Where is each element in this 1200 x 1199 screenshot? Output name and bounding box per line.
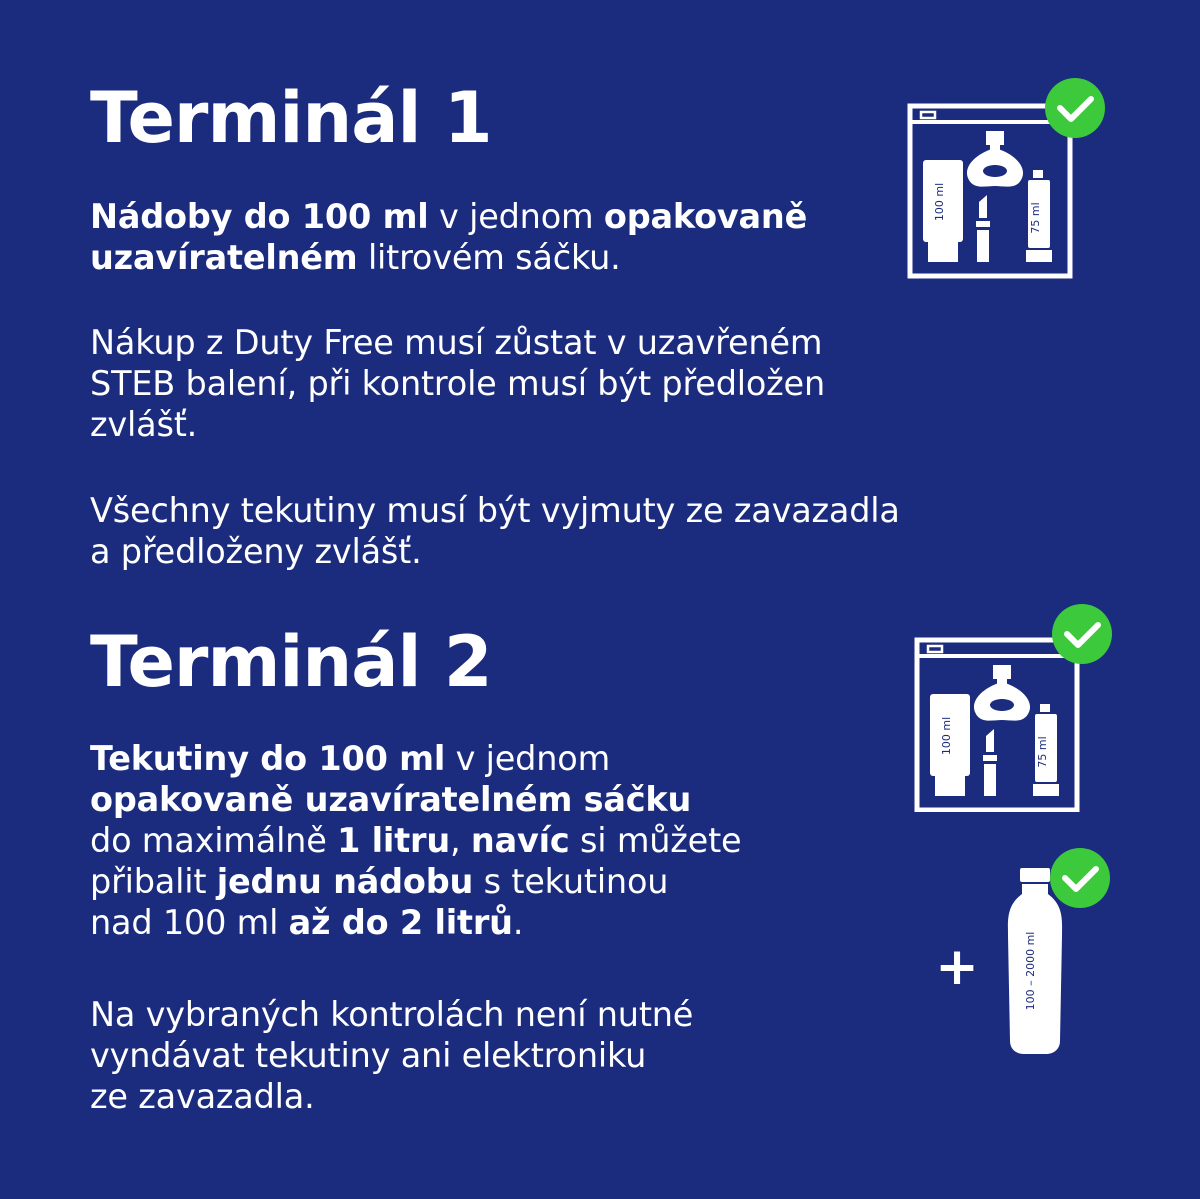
- terminal-1-duty-free-rule: [90, 322, 825, 445]
- text-line: zvlášť.: [90, 405, 198, 444]
- tube-label: 75 ml: [1029, 202, 1042, 234]
- bold-text: 1 litru: [337, 821, 451, 860]
- text: litrovém sáčku.: [357, 238, 621, 277]
- text: si můžete: [569, 821, 742, 860]
- terminal-1-liquids-rule: [90, 490, 900, 572]
- tube-label: 100 ml: [933, 182, 946, 222]
- check-icon: [1045, 78, 1105, 138]
- text-line: STEB balení, při kontrole musí být předložen: [90, 364, 825, 403]
- liquids-bag-icon: [905, 78, 1115, 283]
- bold-text: navíc: [470, 821, 570, 860]
- terminal-2-screening-rule: [90, 994, 693, 1117]
- tube-label: 75 ml: [1036, 736, 1049, 768]
- bold-text: Tekutiny do 100 ml: [90, 739, 446, 778]
- bold-text: opakovaně: [603, 197, 808, 236]
- check-icon: [1052, 604, 1112, 664]
- terminal-1-title: Terminál 1: [90, 77, 492, 159]
- text-line: vyndávat tekutiny ani elektroniku: [90, 1036, 647, 1075]
- text: přibalit: [90, 862, 217, 901]
- bold-text: uzavíratelném: [90, 238, 358, 277]
- text: do maximálně: [90, 821, 338, 860]
- text: .: [512, 903, 524, 942]
- text-line: Nákup z Duty Free musí zůstat v uzavřeném: [90, 323, 823, 362]
- terminal-2-container-rule: [90, 738, 741, 943]
- terminal-2-title: Terminál 2: [90, 621, 492, 703]
- text: nad 100 ml: [90, 903, 289, 942]
- text: v jednom: [445, 739, 611, 778]
- plus-icon: +: [935, 937, 979, 997]
- check-icon: [1050, 848, 1110, 908]
- text: ,: [450, 821, 471, 860]
- text: s tekutinou: [473, 862, 669, 901]
- text-line: Na vybraných kontrolách není nutné: [90, 995, 694, 1034]
- text-line: a předloženy zvlášť.: [90, 532, 422, 571]
- terminal-1-container-rule: [90, 196, 807, 278]
- text: v jednom: [428, 197, 604, 236]
- liquids-bag-icon: [912, 602, 1122, 812]
- bottle-icon: [930, 846, 1120, 1056]
- tube-label: 100 ml: [940, 716, 953, 756]
- bold-text: až do 2 litrů: [288, 903, 513, 942]
- bold-text: Nádoby do 100 ml: [90, 197, 429, 236]
- bold-text: jednu nádobu: [216, 862, 474, 901]
- text-line: ze zavazadla.: [90, 1077, 315, 1116]
- bottle-label: 100 – 2000 ml: [1024, 931, 1037, 1011]
- text-line: Všechny tekutiny musí být vyjmuty ze zavazadla: [90, 491, 900, 530]
- bold-text: opakovaně uzavíratelném sáčku: [90, 780, 692, 819]
